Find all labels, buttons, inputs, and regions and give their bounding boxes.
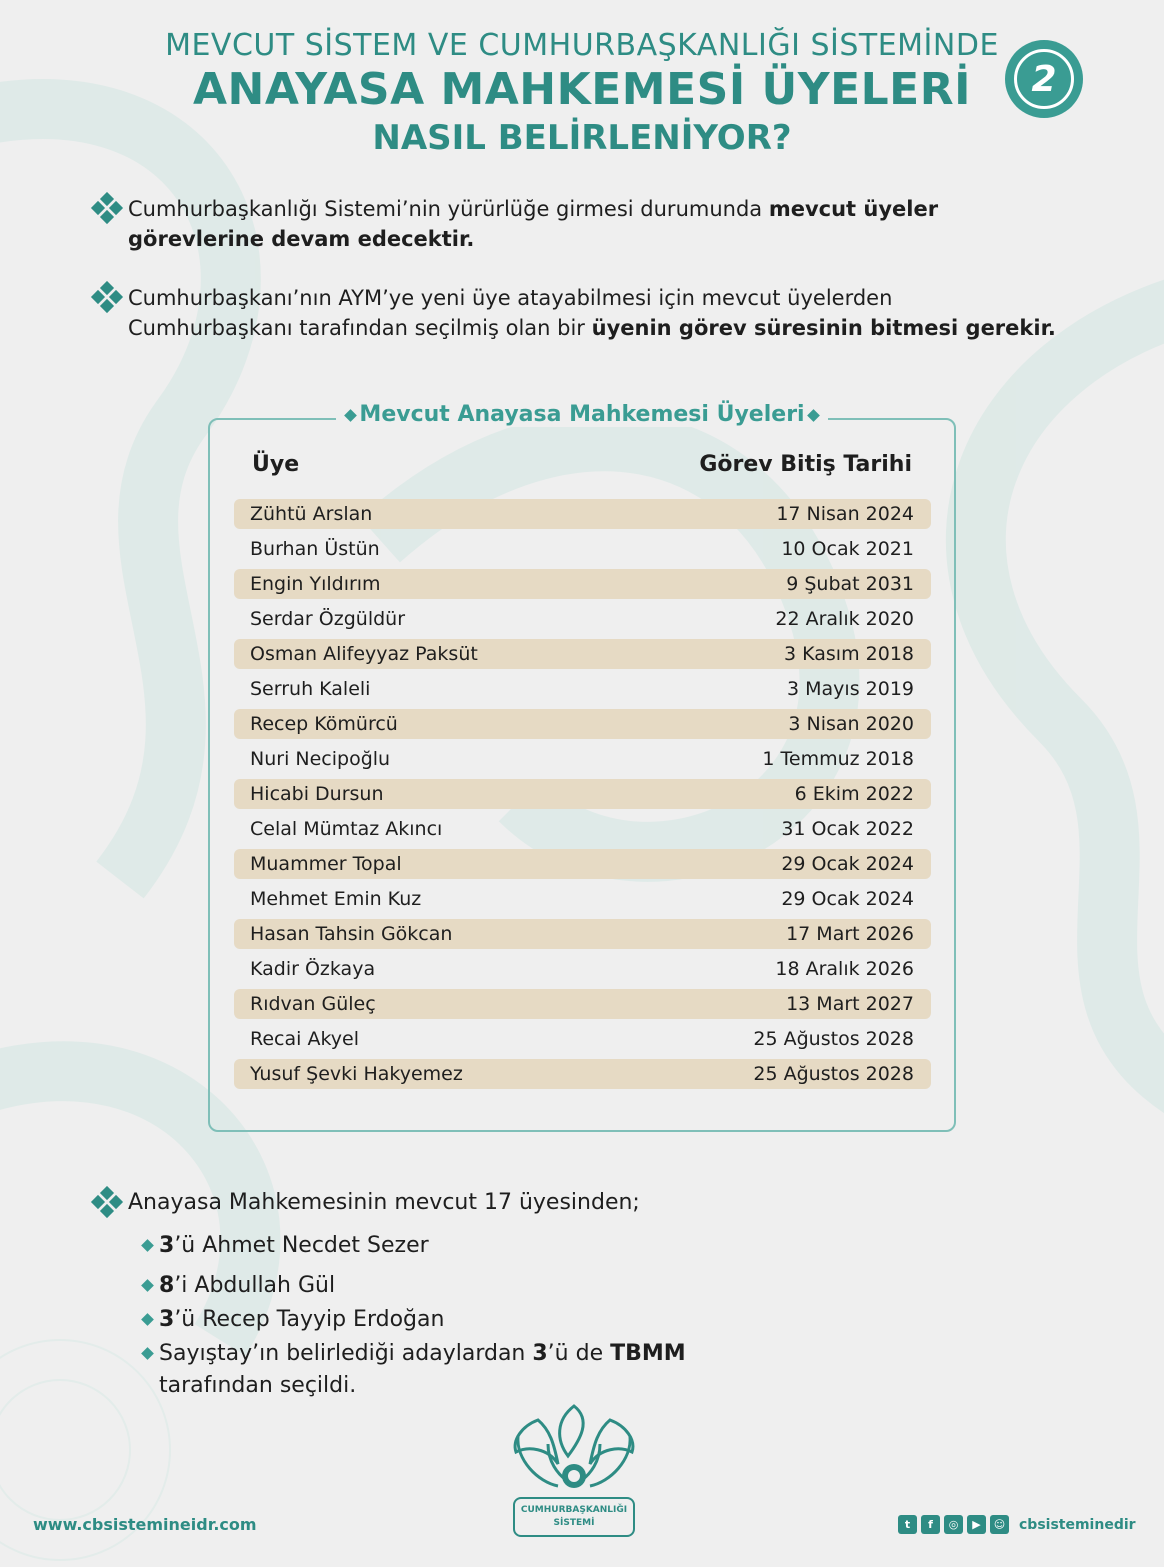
end-date: 29 Ocak 2024 (781, 853, 914, 875)
member-name: Muammer Topal (250, 853, 402, 875)
bullet-1-bold: mevcut üyeler (768, 197, 939, 221)
member-name: Serruh Kaleli (250, 678, 371, 700)
summary-item-number: 3 (159, 1307, 175, 1332)
logo-wordmark (513, 1497, 635, 1537)
diamond-icon (141, 1313, 154, 1326)
table-row (234, 744, 931, 774)
end-date: 29 Ocak 2024 (781, 888, 914, 910)
summary-last-line-2: tarafından seçildi. (159, 1373, 357, 1398)
page-number: 2 (1014, 49, 1074, 109)
facebook-icon[interactable]: f (921, 1515, 940, 1534)
member-name: Celal Mümtaz Akıncı (250, 818, 443, 840)
summary-last-number: 3 (532, 1341, 548, 1366)
table-row (234, 1024, 931, 1054)
bullet-1-bold-2: görevlerine devam edecektir. (128, 227, 475, 251)
twitter-icon[interactable]: t (898, 1515, 917, 1534)
logo-line-2: SİSTEMİ (553, 1518, 595, 1528)
summary-intro: Anayasa Mahkemesinin mevcut 17 üyesinden; (128, 1190, 640, 1215)
social-handle[interactable]: cbsisteminedir (1019, 1516, 1136, 1533)
table-row (234, 779, 931, 809)
end-date: 25 Ağustos 2028 (753, 1028, 914, 1050)
member-name: Serdar Özgüldür (250, 608, 406, 630)
summary-item (140, 1270, 335, 1302)
summary-last-text: Sayıştay’ın belirlediği adaylardan (159, 1341, 533, 1366)
end-date: 3 Kasım 2018 (784, 643, 914, 665)
diamond-cluster-icon (90, 192, 124, 226)
column-header-member: Üye (252, 452, 300, 477)
logo-line-1: CUMHURBAŞKANLIĞI (520, 1505, 628, 1515)
member-name: Mehmet Emin Kuz (250, 888, 422, 910)
table-row (234, 849, 931, 879)
end-date: 3 Mayıs 2019 (787, 678, 914, 700)
summary-item-text: ’i Abdullah Gül (174, 1273, 336, 1298)
bullet-2-bold: üyenin görev süresinin bitmesi gerekir. (591, 316, 1056, 340)
website-link[interactable]: www.cbsistemineidr.com (33, 1515, 257, 1534)
end-date: 17 Mart 2026 (786, 923, 914, 945)
diamond-cluster-icon (90, 281, 124, 315)
summary-item-last (140, 1338, 686, 1402)
diamond-icon (141, 1279, 154, 1292)
table-row (234, 604, 931, 634)
end-date: 18 Aralık 2026 (775, 958, 914, 980)
member-name: Zühtü Arslan (250, 503, 373, 525)
table-row (234, 954, 931, 984)
end-date: 10 Ocak 2021 (781, 538, 914, 560)
member-name: Engin Yıldırım (250, 573, 381, 595)
end-date: 1 Temmuz 2018 (762, 748, 914, 770)
diamond-icon (345, 409, 358, 422)
title-line-3: NASIL BELİRLENİYOR? (372, 118, 792, 158)
member-name: Nuri Necipoğlu (250, 748, 391, 770)
table-row (234, 499, 931, 529)
end-date: 13 Mart 2027 (786, 993, 914, 1015)
bullet-2-text: Cumhurbaşkanı’nın AYM’ye yeni üye atayabilmesi için mevcut üyelerden (128, 286, 893, 310)
diamond-icon (807, 409, 820, 422)
table-row (234, 814, 931, 844)
summary-bullet (90, 1188, 640, 1220)
diamond-icon (141, 1347, 154, 1360)
end-date: 6 Ekim 2022 (794, 783, 914, 805)
page-number-badge (1005, 40, 1083, 118)
member-name: Burhan Üstün (250, 538, 380, 560)
end-date: 9 Şubat 2031 (786, 573, 914, 595)
summary-last-text-2: ’ü de (547, 1341, 611, 1366)
member-name: Yusuf Şevki Hakyemez (250, 1063, 463, 1085)
end-date: 3 Nisan 2020 (788, 713, 914, 735)
member-name: Osman Alifeyyaz Paksüt (250, 643, 478, 665)
table-row (234, 674, 931, 704)
social-links (898, 1515, 1136, 1534)
member-name: Rıdvan Güleç (250, 993, 376, 1015)
summary-item-text: ’ü Ahmet Necdet Sezer (174, 1233, 429, 1258)
bullet-1-text: Cumhurbaşkanlığı Sistemi’nin yürürlüğe girmesi durumunda (128, 197, 769, 221)
end-date: 31 Ocak 2022 (781, 818, 914, 840)
table-row (234, 884, 931, 914)
member-name: Recai Akyel (250, 1028, 359, 1050)
end-date: 25 Ağustos 2028 (753, 1063, 914, 1085)
summary-item (140, 1230, 429, 1262)
summary-last-bold: TBMM (610, 1341, 686, 1366)
table-row (234, 989, 931, 1019)
diamond-cluster-icon (90, 1186, 124, 1220)
table-row (234, 1059, 931, 1089)
member-name: Hasan Tahsin Gökcan (250, 923, 453, 945)
column-header-end-date: Görev Bitiş Tarihi (699, 452, 912, 477)
summary-item-number: 8 (159, 1273, 175, 1298)
youtube-icon[interactable]: ▶ (967, 1515, 986, 1534)
table-row (234, 919, 931, 949)
member-name: Recep Kömürcü (250, 713, 398, 735)
summary-item-text: ’ü Recep Tayyip Erdoğan (174, 1307, 445, 1332)
bullet-2-text-2: Cumhurbaşkanı tarafından seçilmiş olan bir (128, 316, 592, 340)
bullet-1 (90, 194, 938, 254)
main-title: ANAYASA MAHKEMESİ ÜYELERİ (192, 64, 971, 115)
instagram-icon[interactable]: ◎ (944, 1515, 963, 1534)
table-row (234, 709, 931, 739)
table-caption (0, 402, 1164, 427)
diamond-icon (141, 1239, 154, 1252)
end-date: 17 Nisan 2024 (776, 503, 914, 525)
table-row (234, 639, 931, 669)
snapchat-icon[interactable]: ☺ (990, 1515, 1009, 1534)
title-line-1: MEVCUT SİSTEM VE CUMHURBAŞKANLIĞI SİSTEMİNDE (165, 28, 999, 63)
member-name: Hicabi Dursun (250, 783, 384, 805)
end-date: 22 Aralık 2020 (775, 608, 914, 630)
summary-item-number: 3 (159, 1233, 175, 1258)
table-row (234, 534, 931, 564)
bullet-2 (90, 283, 1056, 343)
table-row (234, 569, 931, 599)
table-caption-text: Mevcut Anayasa Mahkemesi Üyeleri (359, 402, 805, 427)
member-name: Kadir Özkaya (250, 958, 376, 980)
summary-item (140, 1304, 444, 1336)
